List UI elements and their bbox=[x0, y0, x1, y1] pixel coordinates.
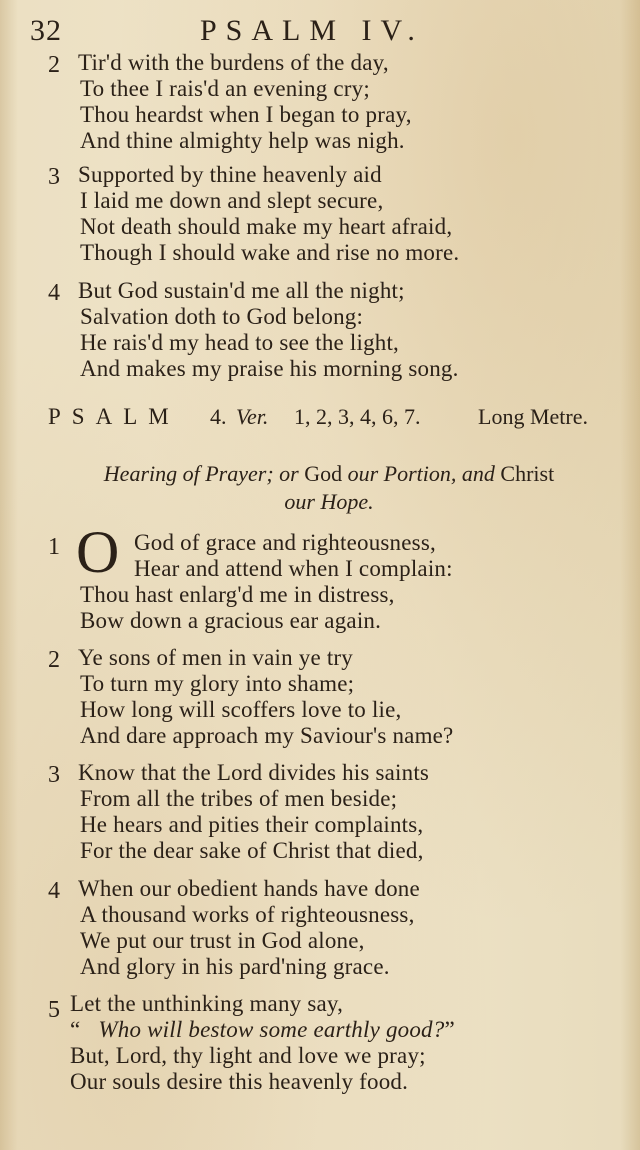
verse-line: To turn my glory into shame; bbox=[80, 671, 355, 696]
verse-line: From all the tribes of men beside; bbox=[80, 786, 398, 811]
stanza-4b bbox=[0, 876, 640, 986]
verse-line: Let the unthinking many say, bbox=[70, 991, 344, 1016]
stanza-2b bbox=[0, 645, 640, 755]
verse-line: Thou hast enlarg'd me in distress, bbox=[80, 582, 395, 607]
verse-line: Know that the Lord divides his saints bbox=[78, 760, 430, 785]
verse-line: God of grace and righteousness, bbox=[134, 530, 436, 555]
verse-line: And thine almighty help was nigh. bbox=[80, 128, 405, 153]
stanza-number: 2 bbox=[48, 52, 60, 78]
drop-cap: O bbox=[76, 519, 120, 585]
verse-line: Our souls desire this heavenly food. bbox=[70, 1069, 409, 1094]
verse-line: And glory in his pard'ning grace. bbox=[80, 954, 390, 979]
verse-line: But, Lord, thy light and love we pray; bbox=[70, 1043, 426, 1068]
verse-line: Hear and attend when I complain: bbox=[134, 556, 453, 581]
subtitle-part: Hearing of Prayer; or bbox=[103, 461, 299, 486]
psalm-heading bbox=[48, 404, 618, 438]
verse-label: Ver. bbox=[236, 404, 269, 429]
open-quote: “ bbox=[70, 1017, 81, 1042]
running-head: PSALM IV. bbox=[200, 14, 424, 47]
stanza-number: 3 bbox=[48, 164, 60, 190]
stanza-5 bbox=[0, 991, 640, 1111]
verse-line: Bow down a gracious ear again. bbox=[80, 608, 382, 633]
stanza-4 bbox=[0, 278, 640, 388]
psalm-subtitle bbox=[48, 460, 610, 516]
stanza-number: 5 bbox=[48, 997, 60, 1023]
verse-line: I laid me down and slept secure, bbox=[80, 188, 384, 213]
stanza-number: 1 bbox=[48, 534, 60, 560]
subtitle-part: our Hope. bbox=[284, 489, 374, 514]
verse-list: 1, 2, 3, 4, 6, 7. bbox=[294, 404, 421, 429]
page-number: 32 bbox=[30, 14, 62, 47]
verse-line: To thee I rais'd an evening cry; bbox=[80, 76, 370, 101]
subtitle-part: our Portion, and bbox=[347, 461, 495, 486]
quote-text: Who will bestow some earthly good? bbox=[98, 1017, 445, 1042]
psalm-number: 4. bbox=[210, 404, 227, 429]
verse-line: We put our trust in God alone, bbox=[80, 928, 365, 953]
metre-label: Long Metre. bbox=[478, 404, 588, 429]
verse-line: Ye sons of men in vain ye try bbox=[78, 645, 353, 670]
verse-line: Supported by thine heavenly aid bbox=[78, 162, 382, 187]
verse-line: Thou heardst when I began to pray, bbox=[80, 102, 412, 127]
stanza-3 bbox=[0, 162, 640, 272]
subtitle-part: Christ bbox=[500, 461, 555, 486]
stanza-3b bbox=[0, 760, 640, 870]
stanza-2 bbox=[0, 50, 640, 160]
verse-line: He hears and pities their complaints, bbox=[80, 812, 424, 837]
psalm-label: PSALM bbox=[48, 404, 180, 429]
verse-line: Though I should wake and rise no more. bbox=[80, 240, 460, 265]
stanza-number: 2 bbox=[48, 647, 60, 673]
stanza-number: 4 bbox=[48, 878, 60, 904]
verse-line: Tir'd with the burdens of the day, bbox=[78, 50, 389, 75]
verse-line: Not death should make my heart afraid, bbox=[80, 214, 453, 239]
close-quote: ” bbox=[444, 1017, 455, 1042]
stanza-number: 4 bbox=[48, 280, 60, 306]
stanza-number: 3 bbox=[48, 762, 60, 788]
verse-line: And makes my praise his morning song. bbox=[80, 356, 459, 381]
verse-line: For the dear sake of Christ that died, bbox=[80, 838, 424, 863]
verse-line: How long will scoffers love to lie, bbox=[80, 697, 402, 722]
verse-line: When our obedient hands have done bbox=[78, 876, 420, 901]
verse-line: He rais'd my head to see the light, bbox=[80, 330, 400, 355]
quoted-verse-line bbox=[70, 1017, 455, 1043]
subtitle-part: God bbox=[304, 461, 343, 486]
verse-line: A thousand works of righteousness, bbox=[80, 902, 415, 927]
verse-line: But God sustain'd me all the night; bbox=[78, 278, 405, 303]
page-header bbox=[30, 12, 610, 52]
stanza-1 bbox=[0, 530, 640, 640]
verse-line: Salvation doth to God belong: bbox=[80, 304, 364, 329]
verse-line: And dare approach my Saviour's name? bbox=[80, 723, 454, 748]
